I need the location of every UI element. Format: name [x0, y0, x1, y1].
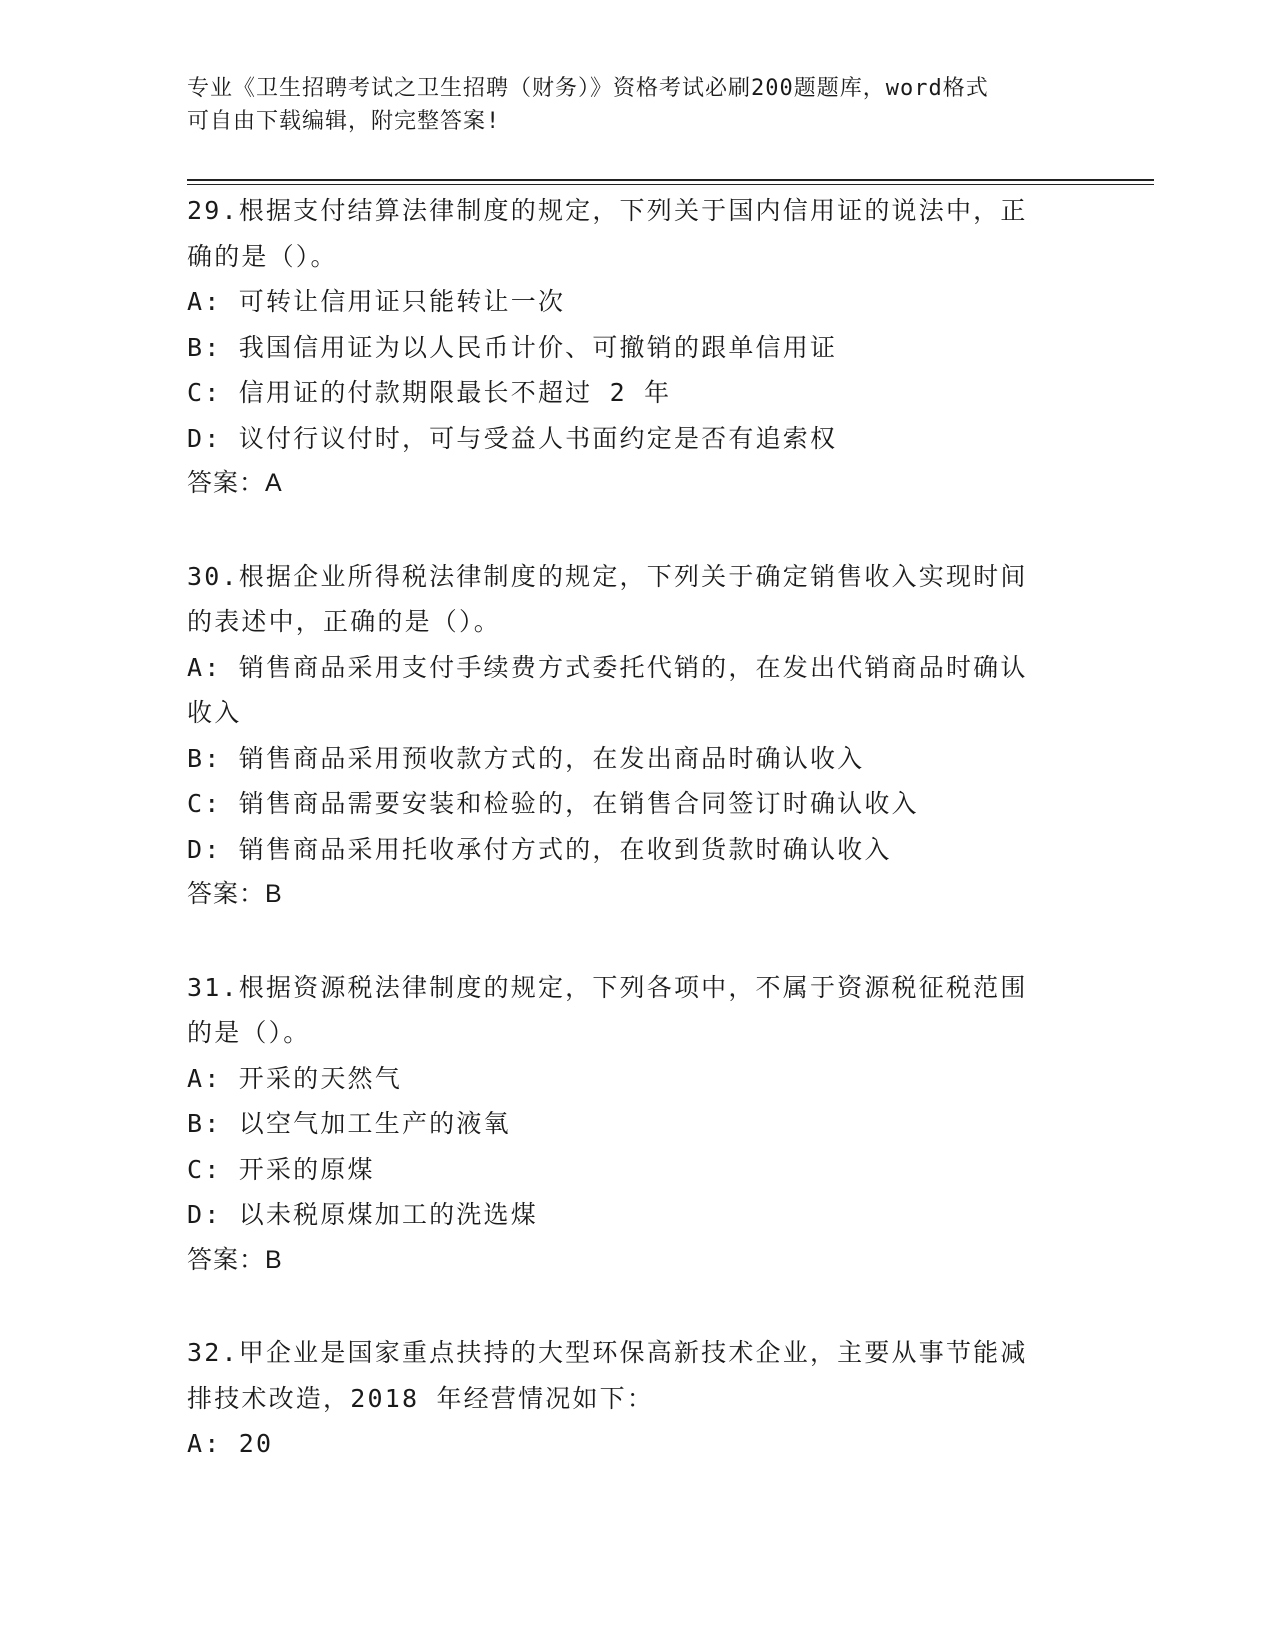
- question-30: [187, 554, 1087, 918]
- question-stem-line: 32.甲企业是国家重点扶持的大型环保高新技术企业，主要从事节能减: [187, 1338, 1028, 1367]
- question-stem-line: 的是（）。: [187, 1018, 311, 1047]
- question-stem-line: 的表述中，正确的是（）。: [187, 607, 501, 636]
- option-d: D: 销售商品采用托收承付方式的，在收到货款时确认收入: [187, 834, 892, 864]
- question-stem-line: 确的是（）。: [187, 241, 338, 271]
- answer-line: 答案：B: [187, 1245, 283, 1274]
- answer-line: 答案：A: [187, 469, 283, 497]
- option-c: C: 开采的原煤: [187, 1154, 375, 1184]
- question-list: [187, 188, 1087, 1514]
- option-a-continued: 收入: [187, 698, 242, 727]
- question-stem-line: 排技术改造，2018 年经营情况如下：: [187, 1383, 655, 1413]
- option-b: B: 销售商品采用预收款方式的，在发出商品时确认收入: [187, 743, 865, 773]
- question-stem-line: 29.根据支付结算法律制度的规定，下列关于国内信用证的说法中，正: [187, 196, 1028, 225]
- header-divider-thin: [187, 184, 1154, 185]
- option-a: A: 开采的天然气: [187, 1063, 402, 1093]
- option-d: D: 以未税原煤加工的洗选煤: [187, 1200, 538, 1229]
- question-32: [187, 1330, 1087, 1467]
- option-a: A: 20: [187, 1429, 274, 1458]
- question-29: [187, 188, 1087, 507]
- option-d: D: 议付行议付时，可与受益人书面约定是否有追索权: [187, 423, 838, 453]
- header-line-2: 可自由下载编辑，附完整答案!: [187, 109, 501, 134]
- question-31: [187, 965, 1087, 1284]
- option-c: C: 信用证的付款期限最长不超过 2 年: [187, 378, 672, 407]
- header-divider-thick: [187, 179, 1154, 181]
- answer-line: 答案：B: [187, 880, 283, 908]
- header-line-1: 专业《卫生招聘考试之卫生招聘（财务）》资格考试必刷200题题库，word格式: [187, 76, 989, 101]
- option-b: B: 我国信用证为以人民币计价、可撤销的跟单信用证: [187, 332, 838, 362]
- question-stem-line: 30.根据企业所得税法律制度的规定，下列关于确定销售收入实现时间: [187, 561, 1028, 591]
- option-a: A: 可转让信用证只能转让一次: [187, 287, 566, 316]
- option-a: A: 销售商品采用支付手续费方式委托代销的，在发出代销商品时确认: [187, 652, 1028, 682]
- option-c: C: 销售商品需要安装和检验的，在销售合同签订时确认收入: [187, 789, 919, 818]
- question-stem-line: 31.根据资源税法律制度的规定，下列各项中，不属于资源税征税范围: [187, 972, 1028, 1002]
- option-b: B: 以空气加工生产的液氧: [187, 1109, 511, 1138]
- document-header: [187, 72, 1067, 138]
